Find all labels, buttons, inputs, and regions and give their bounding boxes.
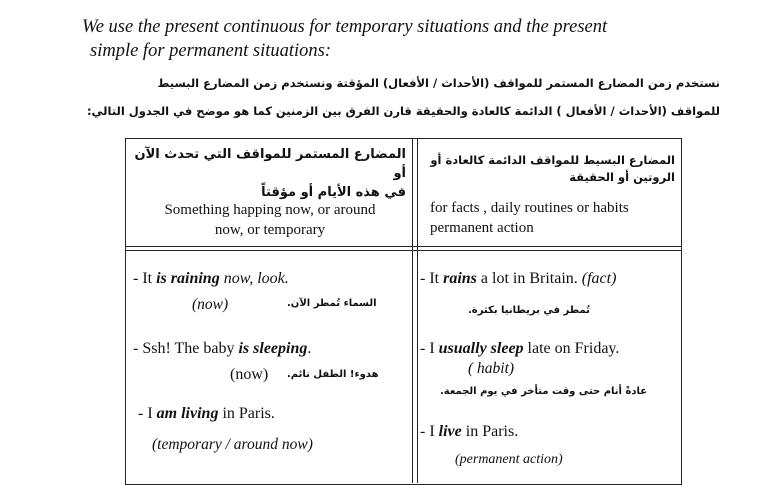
table-header-divider	[125, 246, 682, 251]
left-header-arabic-line-2: في هذه الأيام أو مؤقتاً	[261, 184, 406, 200]
left-example-1-note: (now)	[192, 296, 229, 313]
right-example-2-note: ( habit)	[468, 360, 515, 377]
verb: is sleeping	[238, 340, 308, 357]
left-header-english	[130, 201, 410, 240]
left-example-2-arabic: هدوء! الطفل نائم.	[287, 369, 379, 380]
table-column-divider	[412, 138, 418, 483]
right-example-3: - I live in Paris.	[420, 423, 519, 440]
left-header-english-line-2: now, or temporary	[214, 221, 326, 238]
right-example-1: - It rains a lot in Britain. (fact)	[420, 270, 617, 287]
verb: is raining	[156, 270, 220, 287]
verb: usually sleep	[438, 340, 524, 357]
left-header-english-line-1: Something happing now, or around	[164, 202, 376, 218]
intro-arabic-line-2: للمواقف (الأحداث / الأفعال ) الدائمة كالعادة والحقيقة قارن الفرق بين الزمنين كما هو موضح في الجدول التالي:	[86, 104, 720, 118]
right-header-arabic-line-1: المضارع البسيط للمواقف الدائمة كالعادة أو	[430, 153, 675, 167]
right-header-english	[430, 199, 680, 238]
verb: rains	[443, 270, 477, 287]
left-example-3: - I am living in Paris.	[138, 405, 275, 422]
left-header-arabic	[130, 146, 406, 203]
right-header-english-line-2: permanent action	[430, 219, 534, 236]
intro-arabic-line-1: نستخدم زمن المضارع المستمر للمواقف (الأحداث / الأفعال) المؤقتة ونستخدم زمن المضارع البسيط	[157, 76, 720, 90]
right-header-arabic	[425, 152, 675, 185]
verb: am living	[156, 405, 219, 422]
right-example-1-arabic: تُمطر في بريطانيا بكثرة.	[468, 305, 590, 316]
verb: live	[438, 423, 462, 440]
right-header-arabic-line-2: الروتين أو الحقيقة	[569, 169, 675, 184]
left-example-1: - It is raining now, look.	[133, 270, 289, 287]
right-example-2-arabic: عادةً أنام حتى وقت متأخر في يوم الجمعة.	[440, 386, 648, 397]
left-example-3-note: (temporary / around now)	[152, 436, 313, 453]
intro-english-line-1: We use the present continuous for temporary situations and the present	[82, 17, 608, 37]
left-example-2: - Ssh! The baby is sleeping.	[133, 340, 312, 357]
intro-english-line-2: simple for permanent situations:	[90, 41, 332, 61]
right-example-2: - I usually sleep late on Friday.	[420, 340, 620, 357]
right-example-3-note: (permanent action)	[455, 452, 563, 467]
left-example-2-note: (now)	[230, 366, 269, 383]
left-header-arabic-line-1: المضارع المستمر للمواقف التي تحدث الآن أو	[134, 147, 406, 181]
right-header-english-line-1: for facts , daily routines or habits	[430, 200, 629, 216]
left-example-1-arabic: السماء تُمطر الآن.	[287, 298, 377, 309]
